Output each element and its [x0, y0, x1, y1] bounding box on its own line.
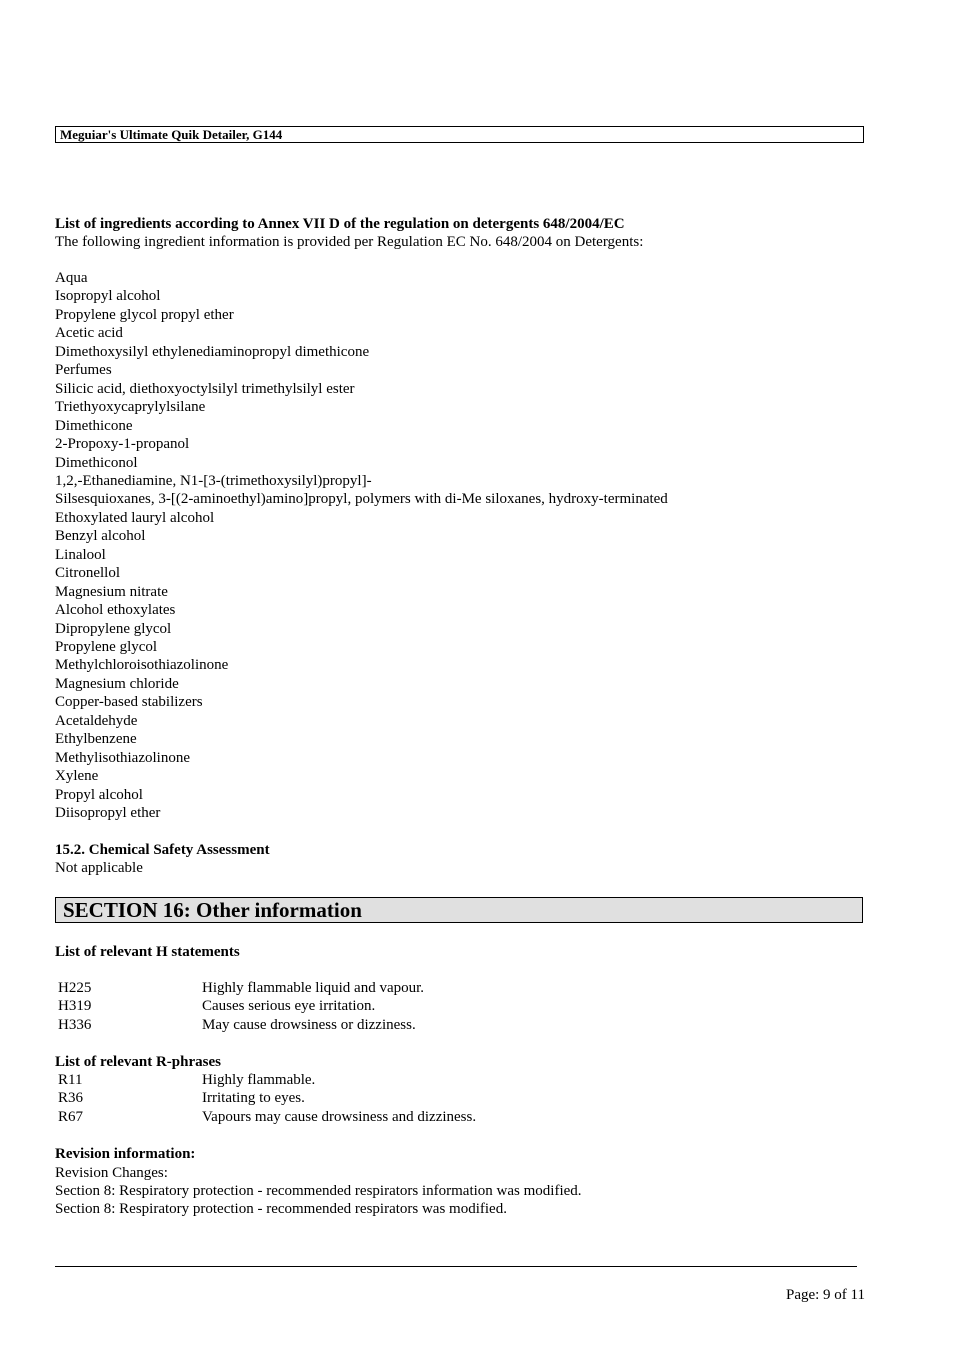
ingredient-item: Silicic acid, diethoxyoctylsilyl trimethylsilyl ester: [55, 380, 355, 397]
ingredient-item: Triethyoxycaprylylsilane: [55, 399, 206, 416]
ingredient-item: Dimethoxysilyl ethylenediaminopropyl dimethicone: [55, 343, 370, 360]
ingredient-item: Magnesium chloride: [55, 675, 179, 692]
revision-line: Section 8: Respiratory protection - recommended respirators was modified.: [55, 1201, 507, 1218]
ingredient-item: Alcohol ethoxylates: [55, 602, 176, 619]
r-phrases-heading: List of relevant R-phrases: [55, 1054, 221, 1070]
h-statement-code: H225: [58, 980, 92, 996]
ingredient-item: Xylene: [55, 768, 99, 785]
ingredient-item: Citronellol: [55, 565, 120, 582]
r-phrase-code: R36: [58, 1090, 84, 1107]
r-phrase-text: Irritating to eyes.: [202, 1090, 305, 1107]
ingredient-item: Methylisothiazolinone: [55, 749, 190, 766]
product-name: Meguiar's Ultimate Quik Detailer, G144: [60, 127, 283, 142]
ingredients-intro: The following ingredient information is provided per Regulation EC No. 648/2004 on Detergents:: [55, 234, 644, 250]
footer-divider: [55, 1266, 857, 1267]
csa-text: Not applicable: [55, 860, 143, 876]
ingredient-item: Propyl alcohol: [55, 786, 143, 803]
document-header-box: [55, 126, 864, 143]
revision-line: Section 8: Respiratory protection - recommended respirators information was modified.: [55, 1183, 582, 1200]
section-16-title: SECTION 16: Other information: [63, 898, 362, 922]
revision-heading: Revision information:: [55, 1146, 196, 1162]
h-statement-text: Causes serious eye irritation.: [202, 998, 376, 1015]
h-statement-code: H336: [58, 1016, 92, 1033]
h-statement-code: H319: [58, 998, 92, 1015]
h-statements-heading: List of relevant H statements: [55, 944, 240, 960]
h-statement-text: Highly flammable liquid and vapour.: [202, 980, 425, 996]
h-statement-text: May cause drowsiness or dizziness.: [202, 1016, 416, 1033]
ingredient-item: Ethoxylated lauryl alcohol: [55, 509, 215, 526]
ingredient-item: Benzyl alcohol: [55, 528, 146, 545]
ingredient-item: Silsesquioxanes, 3-[(2-aminoethyl)amino]propyl, polymers with di-Me siloxanes, hydroxy-terminated: [55, 491, 668, 508]
ingredient-item: Propylene glycol propyl ether: [55, 306, 234, 323]
ingredient-item: Isopropyl alcohol: [55, 288, 161, 305]
ingredient-item: Dimethiconol: [55, 454, 138, 471]
csa-heading: 15.2. Chemical Safety Assessment: [55, 842, 270, 858]
ingredient-item: Diisopropyl ether: [55, 805, 161, 822]
section-16-bar: [55, 897, 863, 923]
page-number: Page: 9 of 11: [785, 1287, 865, 1303]
ingredient-item: Perfumes: [55, 362, 112, 379]
ingredient-item: Methylchloroisothiazolinone: [55, 657, 229, 674]
ingredient-item: Linalool: [55, 546, 106, 563]
ingredient-item: Magnesium nitrate: [55, 583, 168, 600]
r-phrase-code: R11: [58, 1072, 83, 1088]
ingredient-item: 1,2,-Ethanediamine, N1-[3-(trimethoxysilyl)propyl]-: [55, 472, 372, 489]
r-phrase-code: R67: [58, 1108, 84, 1125]
ingredient-item: 2-Propoxy-1-propanol: [55, 436, 190, 453]
revision-line: Revision Changes:: [55, 1165, 168, 1181]
ingredient-item: Acetaldehyde: [55, 712, 138, 729]
ingredient-item: Copper-based stabilizers: [55, 694, 203, 711]
r-phrase-text: Highly flammable.: [202, 1072, 316, 1088]
ingredient-item: Dimethicone: [55, 417, 133, 434]
ingredient-item: Propylene glycol: [55, 639, 158, 655]
ingredient-item: Aqua: [55, 270, 88, 286]
ingredient-item: Ethylbenzene: [55, 731, 137, 748]
ingredient-item: Dipropylene glycol: [55, 620, 172, 637]
ingredient-item: Acetic acid: [55, 325, 123, 342]
r-phrase-text: Vapours may cause drowsiness and dizziness.: [202, 1108, 477, 1125]
ingredients-heading: List of ingredients according to Annex VII D of the regulation on detergents 648/2004/EC: [55, 216, 625, 232]
